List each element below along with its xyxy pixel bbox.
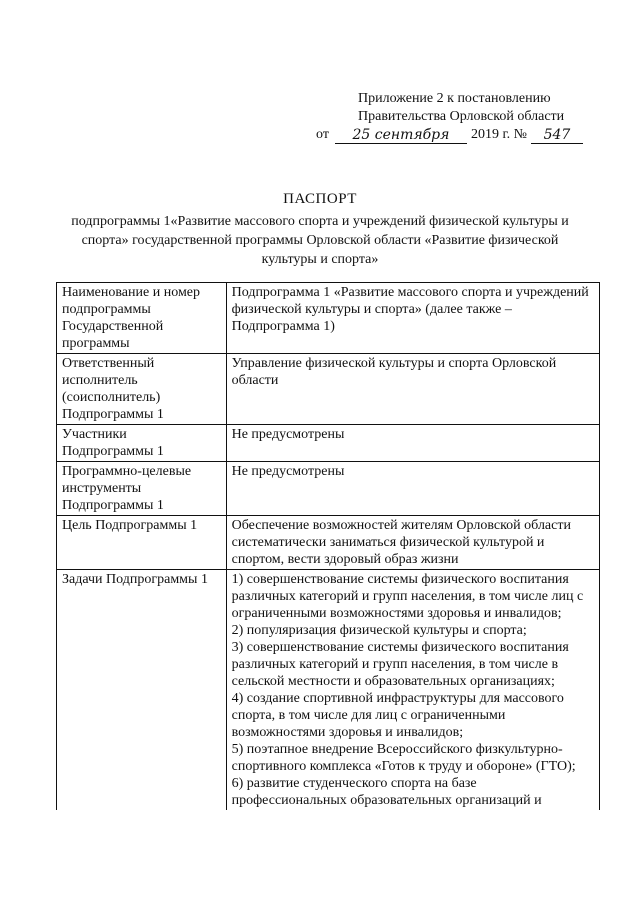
table-row (57, 283, 600, 354)
annex-header (316, 90, 583, 144)
task-item: 6) развитие студенческого спорта на базе профессиональных образовательных организаций и (231, 776, 542, 808)
table-row (57, 354, 600, 425)
handwritten-number: 547 (531, 127, 583, 144)
table-row (57, 425, 600, 462)
task-item: 1) совершенствование системы физического воспитания различных категорий и групп населения, в том числе лиц с ограниченными возможностями здоровья и инвалидов; (231, 572, 584, 621)
row-label: Участники Подпрограммы 1 (57, 425, 227, 462)
annex-line-1: Приложение 2 к постановлению (358, 91, 551, 106)
table-row (57, 570, 600, 811)
handwritten-date: 25 сентября (335, 127, 467, 144)
row-value: Не предусмотрены (226, 462, 599, 516)
row-label: Наименование и номер подпрограммы Государственной программы (57, 283, 227, 354)
row-value: Обеспечение возможностей жителям Орловской области систематически заниматься физической культурой и спортом, вести здоровый образ жизни (226, 516, 599, 570)
task-item: 2) популяризация физической культуры и спорта; (231, 623, 527, 638)
annex-line-2: Правительства Орловской области (358, 109, 565, 124)
annex-date-line (316, 126, 583, 144)
year-text: 2019 г. № (470, 127, 527, 142)
row-label: Задачи Подпрограммы 1 (57, 570, 227, 811)
row-label: Цель Подпрограммы 1 (57, 516, 227, 570)
table-row (57, 462, 600, 516)
task-item: 5) поэтапное внедрение Всероссийского физкультурно-спортивного комплекса «Готов к труду и обороне» (ГТО); (231, 742, 576, 774)
task-item: 4) создание спортивной инфраструктуры для массового спорта, в том числе для лиц с ограниченными возможностями здоровья и инвалидов; (231, 691, 564, 740)
document-subtitle: подпрограммы 1«Развитие массового спорта и учреждений физической культуры и спорта» государственной программы Орловской области «Развитие физической культуры и спорта» (71, 214, 569, 267)
row-value: Управление физической культуры и спорта Орловской области (226, 354, 599, 425)
row-value: Не предусмотрены (226, 425, 599, 462)
row-label: Программно-целевые инструменты Подпрограммы 1 (57, 462, 227, 516)
row-value-list (226, 570, 599, 811)
row-label: Ответственный исполнитель (соисполнитель) Подпрограммы 1 (57, 354, 227, 425)
row-value: Подпрограмма 1 «Развитие массового спорта и учреждений физической культуры и спорта» (далее также – Подпрограмма 1) (226, 283, 599, 354)
from-prefix: от (316, 127, 329, 142)
document-title: ПАСПОРТ (283, 191, 357, 207)
passport-table (56, 282, 600, 810)
table-row (57, 516, 600, 570)
task-item: 3) совершенствование системы физического воспитания различных категорий и групп населения, в том числе в сельской местности и образовательных организациях; (231, 640, 569, 689)
